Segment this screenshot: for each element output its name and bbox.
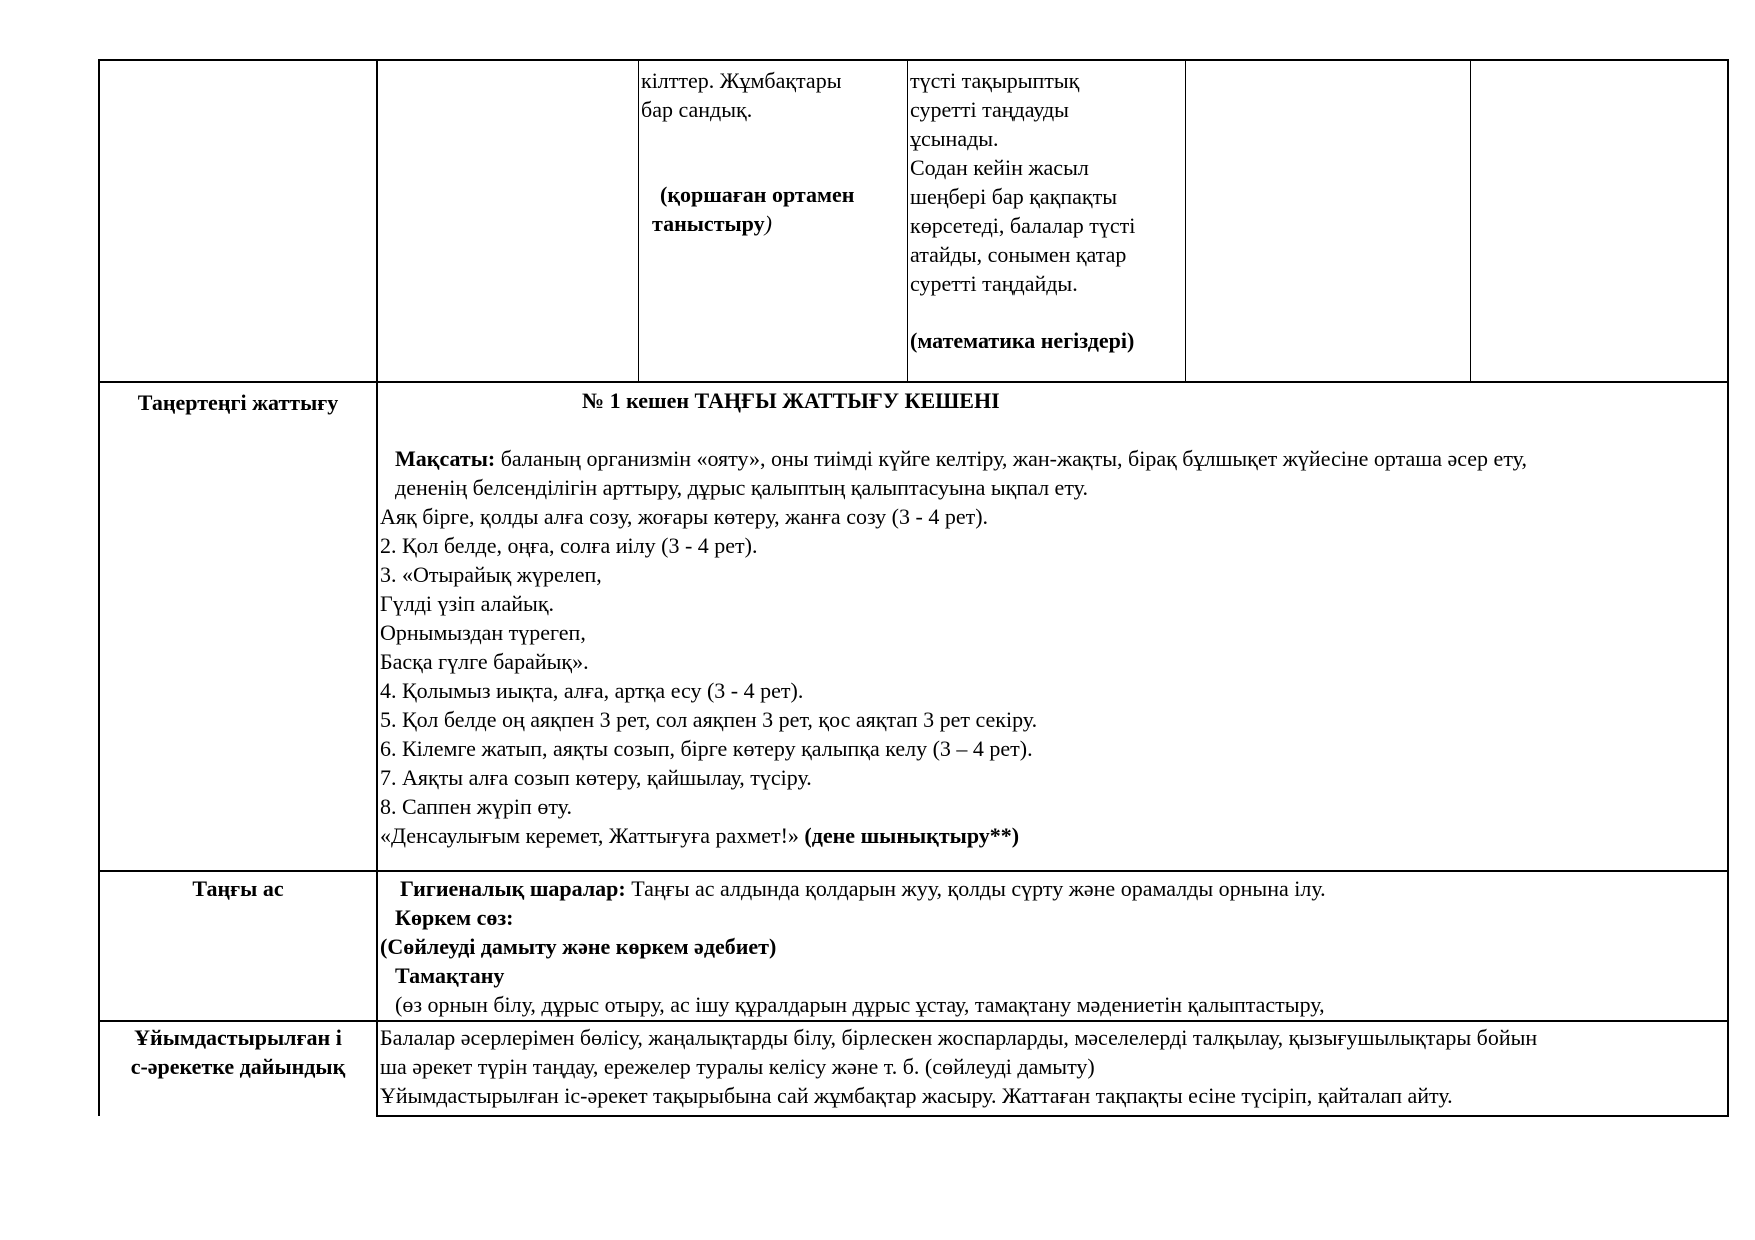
col4-subject: (математика негіздері) xyxy=(910,328,1135,353)
row-label-preparation-1: Ұйымдастырылған і xyxy=(134,1025,342,1050)
column-divider-2 xyxy=(638,59,639,382)
breakfast-hygiene xyxy=(400,874,1326,903)
table-border-right xyxy=(1727,59,1729,1116)
col4-line: көрсетеді, балалар түсті xyxy=(910,213,1136,238)
breakfast-speech: (Сөйлеуді дамыту және көркем әдебиет) xyxy=(380,934,777,959)
breakfast-eating-text: (өз орнын білу, дұрыс отыру, ас ішу құралдарын дұрыс ұстау, тамақтану мәдениетін қалыптастыру, xyxy=(395,992,1325,1017)
top-row-col4 xyxy=(910,66,1182,298)
col4-line: Содан кейін жасыл xyxy=(910,155,1089,180)
exercise-line: 8. Саппен жүріп өту. xyxy=(380,794,572,819)
preparation-line-3: Ұйымдастырылған іс-әрекет тақырыбына сай жұмбақтар жасыру. Жаттаған тақпақты есіне түсіріп, қайталап айту. xyxy=(380,1083,1453,1108)
preparation-line-1: Балалар әсерлерімен бөлісу, жаңалықтарды білу, бірлескен жоспарларды, мәселелерді талқылау, қызығушылықтары бойын xyxy=(380,1025,1538,1050)
col3-subject-2 xyxy=(652,209,772,238)
table-border-left xyxy=(98,59,100,1116)
column-divider-label xyxy=(376,59,378,1116)
col4-line: суретті таңдауды xyxy=(910,97,1069,122)
top-row-col3 xyxy=(641,66,905,124)
exercise-line: 6. Кілемге жатып, аяқты созып, бірге көтеру қалыпқа келу (3 – 4 рет). xyxy=(380,736,1033,761)
col4-line: атайды, сонымен қатар xyxy=(910,242,1127,267)
breakfast-art-word: Көркем сөз: xyxy=(395,905,514,930)
row-divider-1 xyxy=(98,381,1729,383)
column-divider-5 xyxy=(1470,59,1471,382)
col4-line: түсті тақырыптық xyxy=(910,68,1080,93)
goal-text: баланың организмін «ояту», оны тиімді күйге келтіру, жан-жақты, бірақ бұлшықет жүйесіне орташа әсер ету, xyxy=(495,446,1527,471)
breakfast-eating: Тамақтану xyxy=(395,963,505,988)
hygiene-label: Гигиеналық шаралар: xyxy=(400,876,626,901)
morning-exercise-goal-2: дененің белсенділігін арттыру, дұрыс қалыптың қалыптасуына ықпал ету. xyxy=(395,475,1088,500)
exercise-line: 7. Аяқты алға созып көтеру, қайшылау, түсіру. xyxy=(380,765,812,790)
exercise-line: 4. Қолымыз иықта, алға, артқа есу (3 - 4 рет). xyxy=(380,678,804,703)
col3-paren: ) xyxy=(764,211,772,236)
col4-line: ұсынады. xyxy=(910,126,999,151)
col3-line: бар сандық. xyxy=(641,97,753,122)
table-border-top xyxy=(98,59,1729,61)
col3-subject-1: (қоршаған ортамен xyxy=(660,182,855,207)
row-label-preparation-2: с-әрекетке дайындық xyxy=(130,1054,346,1079)
col3-line: кілттер. Жұмбақтары xyxy=(641,68,842,93)
exercise-line: 2. Қол белде, оңға, солға иілу (3 - 4 рет). xyxy=(380,533,758,558)
exercise-line: Орнымыздан түрегеп, xyxy=(380,620,586,645)
col3-subject-2-text: таныстыру xyxy=(652,211,765,236)
exercise-last-line xyxy=(380,821,1720,850)
morning-exercise-list xyxy=(380,502,1720,850)
exercise-line: Басқа гүлге барайық». xyxy=(380,649,589,674)
last-line-subject: (дене шынықтыру**) xyxy=(804,823,1020,848)
preparation-line-2: ша әрекет түрін таңдау, ережелер туралы келісу және т. б. (сөйлеуді дамыту) xyxy=(380,1054,1095,1079)
exercise-line: Гүлді үзіп алайық. xyxy=(380,591,555,616)
row-label-breakfast: Таңғы ас xyxy=(192,876,284,901)
goal-label: Мақсаты: xyxy=(395,446,496,471)
row-divider-2 xyxy=(98,870,1729,872)
morning-exercise-goal xyxy=(395,444,1527,473)
col4-line: шеңбері бар қақпақты xyxy=(910,184,1117,209)
row-label-morning-exercise: Таңертеңгі жаттығу xyxy=(137,390,339,415)
hygiene-text: Таңғы ас алдында қолдарын жуу, қолды сүрту және орамалды орнына ілу. xyxy=(625,876,1326,901)
morning-exercise-heading: № 1 кешен ТАҢҒЫ ЖАТТЫҒУ КЕШЕНІ xyxy=(582,388,1000,413)
exercise-line: 3. «Отырайық жүрелеп, xyxy=(380,562,602,587)
column-divider-3 xyxy=(907,59,908,382)
last-line-text: «Денсаулығым керемет, Жаттығуға рахмет!» xyxy=(380,823,805,848)
exercise-line: Аяқ бірге, қолды алға созу, жоғары көтеру, жанға созу (3 - 4 рет). xyxy=(380,504,989,529)
col4-line: суретті таңдайды. xyxy=(910,271,1078,296)
table-border-bottom xyxy=(376,1115,1729,1117)
column-divider-4 xyxy=(1185,59,1186,382)
exercise-line: 5. Қол белде оң аяқпен 3 рет, сол аяқпен 3 рет, қос аяқтап 3 рет секіру. xyxy=(380,707,1038,732)
row-divider-3 xyxy=(98,1020,1729,1022)
